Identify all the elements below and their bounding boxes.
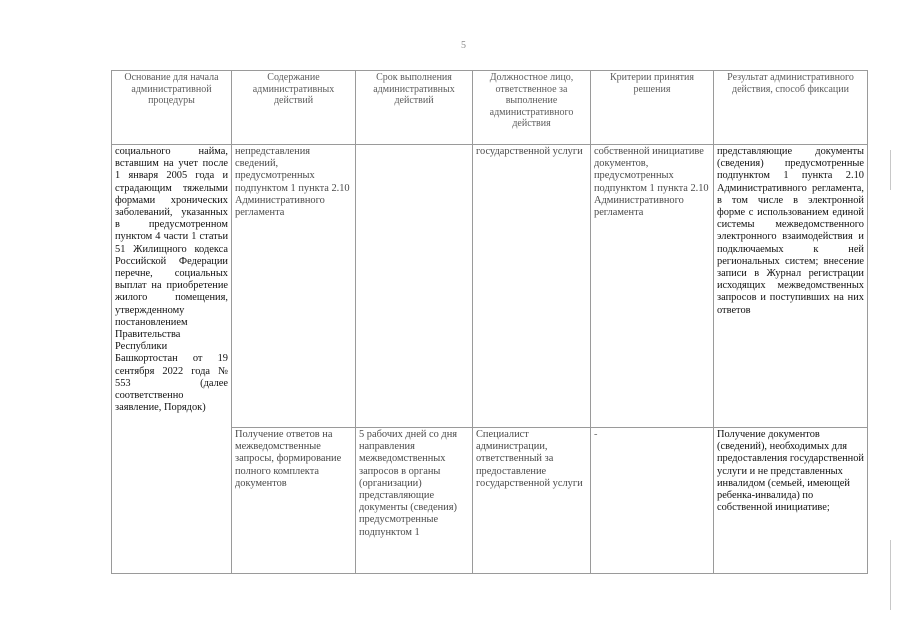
table-header-row [112, 71, 868, 145]
cell-content: непредставления сведений, предусмотренных подпунктом 1 пункта 2.10 Административного регламента [232, 145, 356, 428]
header-term: Срок выполнения административных действий [356, 71, 473, 145]
cell-criteria: собственной инициативе документов, предусмотренных подпунктом 1 пункта 2.10 Административного регламента [591, 145, 714, 428]
table-row [112, 145, 868, 428]
cell-result: Получение документов (сведений), необходимых для предоставления государственной услуги и не представленных инвалидом (семьей, имеющей ребенка-инвалида) по собственной инициативе; [714, 428, 868, 574]
cell-content: Получение ответов на межведомственные запросы, формирование полного комплекта документов [232, 428, 356, 574]
cell-basis: социального найма, вставшим на учет после 1 января 2005 года и страдающим тяжелыми формами хронических заболеваний, указанных в предусмотренном пунктом 4 части 1 статьи 51 Жилищного кодекса Российской Федерации перечне, социальных выплат на приобретение жилого помещения, утвержденному постановлением Правительства Республики Башкортостан от 19 сентября 2022 года № 553 (далее соответственно заявление, Порядок) [112, 145, 232, 574]
page-number: 5 [461, 40, 466, 51]
header-result: Результат административного действия, способ фиксации [714, 71, 868, 145]
cell-official: государственной услуги [473, 145, 591, 428]
scan-margin-mark [890, 540, 891, 610]
cell-term: 5 рабочих дней со дня направления межведомственных запросов в органы (организации) представляющие документы (сведения) предусмотренные подпунктом 1 [356, 428, 473, 574]
cell-official: Специалист администрации, ответственный за предоставление государственной услуги [473, 428, 591, 574]
procedure-table [111, 70, 868, 574]
header-official: Должностное лицо, ответственное за выполнение административного действия [473, 71, 591, 145]
header-content: Содержание административных действий [232, 71, 356, 145]
cell-result: представляющие документы (сведения) предусмотренные подпунктом 1 пункта 2.10 Административного регламента, в том числе в электронной форме с использованием единой системы межведомственного электронного взаимодействия и подключаемых к ней региональных систем; внесение записи в Журнал регистрации исходящих межведомственных запросов и поступивших на них ответов [714, 145, 868, 428]
cell-criteria: - [591, 428, 714, 574]
scan-margin-mark [890, 150, 891, 190]
cell-term [356, 145, 473, 428]
header-criteria: Критерии принятия решения [591, 71, 714, 145]
header-basis: Основание для начала административной процедуры [112, 71, 232, 145]
